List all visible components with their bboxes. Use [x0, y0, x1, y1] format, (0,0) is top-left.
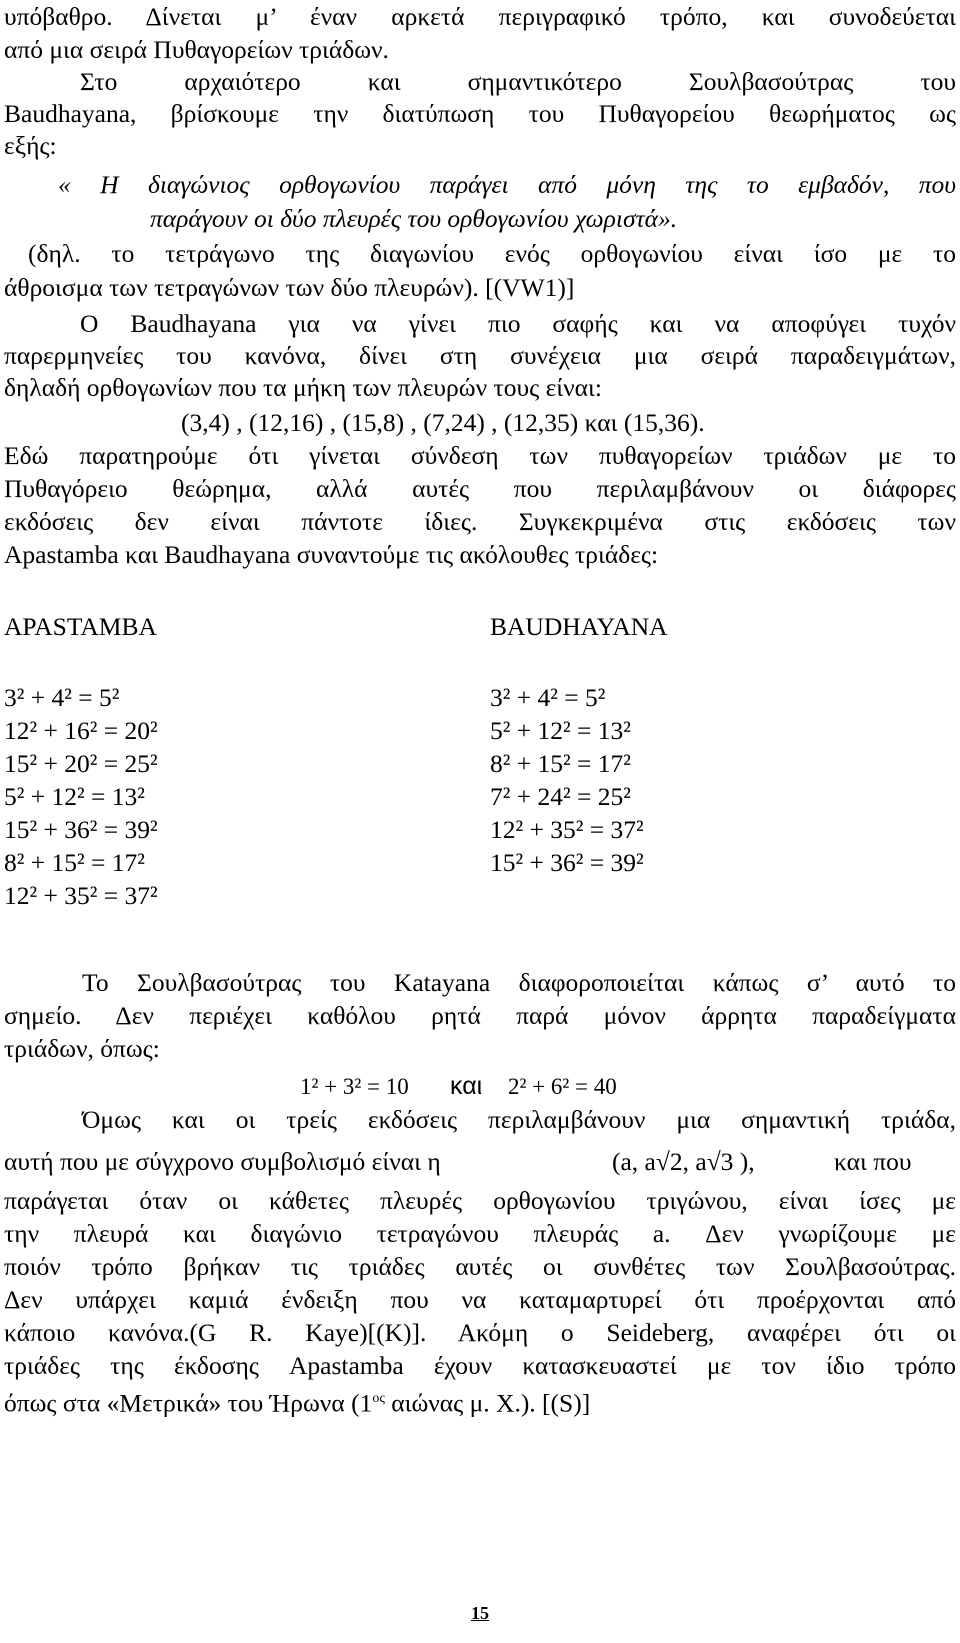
text-line: εκδόσεις δεν είναι πάντοτε ίδιες. Συγκεκριμένα στις εκδόσεις των [4, 507, 956, 536]
text-line: Στο αρχαιότερο και σημαντικότερο Σουλβασούτρας του [80, 67, 956, 96]
baudhayana-triple: 7² + 24² = 25² [490, 782, 631, 811]
superscript: ος [372, 1391, 385, 1406]
text-line: (δηλ. το τετράγωνο της διαγωνίου ενός ορθογωνίου είναι ίσο με το [28, 239, 956, 268]
equation-right: 2² + 6² = 40 [508, 1074, 617, 1099]
baudhayana-triple: 12² + 35² = 37² [490, 815, 644, 844]
text-line: Το Σουλβασούτρας του Katayana διαφοροποιείται κάπως σ’ αυτό το [82, 968, 956, 997]
text-line: (3,4) , (12,16) , (15,8) , (7,24) , (12,35) και (15,36). [181, 408, 705, 437]
quote-line: « Η διαγώνιος ορθογωνίου παράγει από μόνη της το εμβαδόν, που [58, 170, 956, 199]
baudhayana-triple: 8² + 15² = 17² [490, 749, 631, 778]
apastamba-header: APASTAMBA [4, 612, 157, 641]
apastamba-triple: 15² + 36² = 39² [4, 815, 158, 844]
apastamba-triple: 12² + 16² = 20² [4, 716, 158, 745]
text-line: παρερμηνείες του κανόνα, δίνει στη συνέχεια μια σειρά παραδειγμάτων, [4, 341, 956, 370]
text-line: σημείο. Δεν περιέχει καθόλου ρητά παρά μόνον άρρητα παραδείγματα [4, 1001, 956, 1030]
text-line: από μια σειρά Πυθαγορείων τριάδων. [4, 35, 389, 64]
apastamba-triple: 5² + 12² = 13² [4, 782, 145, 811]
text-line [4, 1384, 960, 1419]
text-line: Δεν υπάρχει καμιά ένδειξη που να καταμαρτυρεί ότι προέρχονται από [4, 1285, 956, 1314]
inline-math: (a, a√2, a√3 ), [612, 1147, 755, 1176]
baudhayana-triple: 3² + 4² = 5² [490, 683, 606, 712]
text-segment: αιώνας μ. Χ.). [(S)] [384, 1388, 591, 1418]
text-segment: όπως στα «Μετρικά» του Ήρωνα (1 [4, 1388, 373, 1418]
text-line: άθροισμα των τετραγώνων των δύο πλευρών). [(VW1)] [4, 273, 575, 302]
apastamba-triple: 12² + 35² = 37² [4, 881, 158, 910]
text-line: Baudhayana, βρίσκουμε την διατύπωση του Πυθαγορείου θεωρήματος ως [4, 99, 956, 128]
equation-conjunction: και [450, 1072, 483, 1100]
baudhayana-header: BAUDHAYANA [490, 612, 668, 641]
baudhayana-triple: 5² + 12² = 13² [490, 716, 631, 745]
text-line: εξής: [4, 131, 57, 160]
text-line: δηλαδή ορθογωνίων που τα μήκη των πλευρών τους είναι: [4, 373, 602, 402]
text-line: και που [834, 1147, 912, 1176]
text-line: αυτή που με σύγχρονο συμβολισμό είναι η [4, 1147, 441, 1176]
text-line: Apastamba και Baudhayana συναντούμε τις ακόλουθες τριάδες: [4, 540, 659, 569]
text-line: τριάδων, όπως: [4, 1034, 160, 1063]
apastamba-triple: 15² + 20² = 25² [4, 749, 158, 778]
text-line: κάποιο κανόνα.(G R. Kaye)[(K)]. Ακόμη ο Seideberg, αναφέρει ότι οι [4, 1318, 956, 1347]
text-line: παράγεται όταν οι κάθετες πλευρές ορθογωνίου τριγώνου, είναι ίσες με [4, 1186, 956, 1215]
page-number: 15 [471, 1603, 489, 1623]
apastamba-triple: 8² + 15² = 17² [4, 848, 145, 877]
baudhayana-triple: 15² + 36² = 39² [490, 848, 644, 877]
text-line: την πλευρά και διαγώνιο τετραγώνου πλευράς a. Δεν γνωρίζουμε με [4, 1219, 956, 1248]
equation-left: 1² + 3² = 10 [300, 1074, 409, 1099]
text-line: τριάδες της έκδοσης Apastamba έχουν κατασκευαστεί με τον ίδιο τρόπο [4, 1351, 956, 1380]
text-line: Εδώ παρατηρούμε ότι γίνεται σύνδεση των πυθαγορείων τριάδων με το [4, 441, 956, 470]
text-line: ποιόν τρόπο βρήκαν τις τριάδες αυτές οι συνθέτες των Σουλβασούτρας. [4, 1252, 956, 1281]
text-line: Ο Baudhayana για να γίνει πιο σαφής και να αποφύγει τυχόν [80, 309, 956, 338]
apastamba-triple: 3² + 4² = 5² [4, 683, 120, 712]
quote-line: παράγουν οι δύο πλευρές του ορθογωνίου χωριστά». [150, 204, 678, 233]
text-line: Όμως και οι τρείς εκδόσεις περιλαμβάνουν μια σημαντική τριάδα, [82, 1105, 956, 1134]
text-line: Πυθαγόρειο θεώρημα, αλλά αυτές που περιλαμβάνουν οι διάφορες [4, 474, 956, 503]
text-line: υπόβαθρο. Δίνεται μ’ έναν αρκετά περιγραφικό τρόπο, και συνοδεύεται [4, 2, 956, 31]
